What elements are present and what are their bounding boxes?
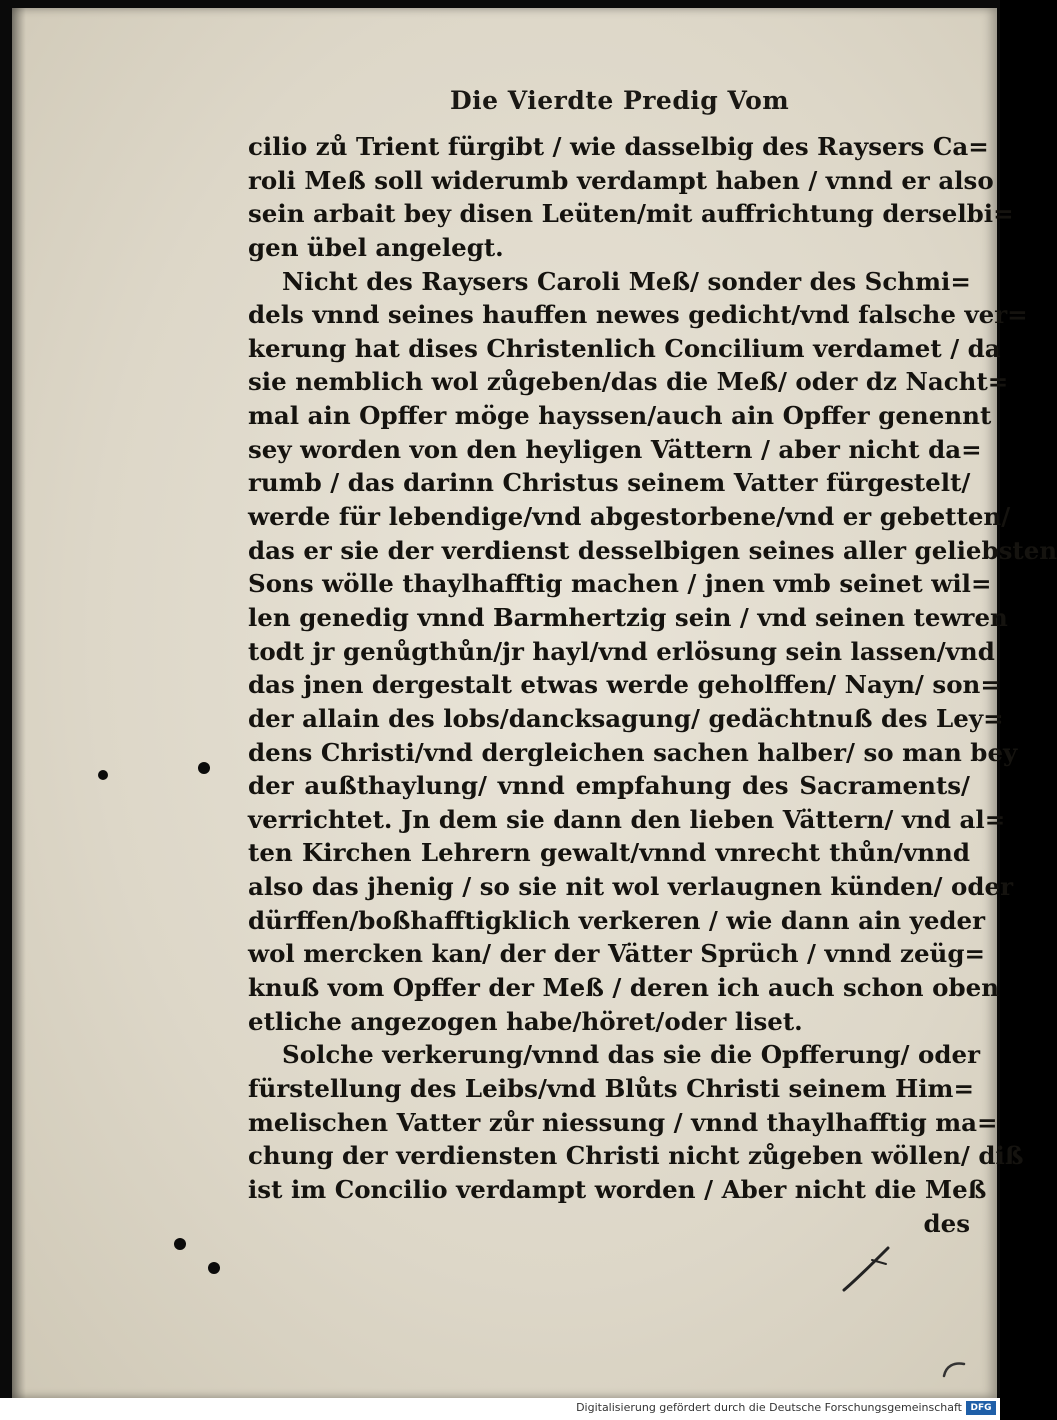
text-line: cilio zů Trient fürgibt / wie dasselbig des Raysers Ca= <box>248 132 989 161</box>
text-line: kerung hat dises Christenlich Concilium verdamet / da <box>248 333 1001 363</box>
text-line: das jnen dergestalt etwas werde geholffen/ Nayn/ son= <box>248 670 1001 700</box>
ink-blot <box>174 1238 186 1250</box>
text-line: todt jr genůgthůn/jr hayl/vnd erlösung sein lassen/vnd <box>248 636 995 666</box>
ink-blot <box>98 770 108 780</box>
text-line: wol mercken kan/ der der Vätter Sprüch / vnnd zeüg= <box>248 939 986 969</box>
text-line: len genedig vnnd Barmhertzig sein / vnd seinen tewren <box>248 602 1008 632</box>
text-line: Solche verkerung/vnnd das sie die Opfferung/ oder <box>282 1040 980 1070</box>
text-line: sey worden von den heyligen Vättern / aber nicht da= <box>248 434 982 464</box>
text-line: roli Meß soll widerumb verdampt haben / vnnd er also <box>248 165 994 195</box>
text-line: ist im Concilio verdampt worden / Aber nicht die Meß <box>248 1174 987 1204</box>
text-line: das er sie der verdienst desselbigen seines aller geliebsten <box>248 535 1057 565</box>
text-line: sie nemblich wol zůgeben/das die Meß/ oder dz Nacht= <box>248 367 1009 397</box>
ink-blot <box>198 762 210 774</box>
text-line: dens Christi/vnd dergleichen sachen halber/ so man bey <box>248 737 1018 767</box>
running-title: Die Vierdte Predig Vom <box>450 86 790 115</box>
text-line: mal ain Opffer möge hayssen/auch ain Opffer genennt <box>248 401 992 431</box>
text-line: chung der verdiensten Christi nicht zůgeben wöllen/ diß <box>248 1141 1024 1171</box>
pen-mark <box>940 1356 970 1380</box>
catchword: des <box>923 1208 970 1238</box>
text-line: etliche angezogen habe/höret/oder liset. <box>248 1006 803 1036</box>
dfg-logo: DFG <box>966 1401 996 1415</box>
text-line: melischen Vatter zůr niessung / vnnd thaylhafftig ma= <box>248 1107 998 1137</box>
footer-bar <box>0 1398 1000 1420</box>
text-line: Nicht des Raysers Caroli Meß/ sonder des Schmi= <box>282 266 971 296</box>
text-line: dels vnnd seines hauffen newes gedicht/vnd falsche ver= <box>248 300 1028 330</box>
text-line: verrichtet. Jn dem sie dann den lieben Vättern/ vnd al= <box>248 804 1006 834</box>
text-line: knuß vom Opffer der Meß / deren ich auch schon oben <box>248 973 1000 1003</box>
text-line: der außthaylung/ vnnd empfahung des Sacraments/ <box>248 771 970 801</box>
text-line: werde für lebendige/vnd abgestorbene/vnd er gebetten/ <box>248 502 1011 532</box>
text-line: also das jhenig / so sie nit wol verlaugnen künden/ oder <box>248 872 1013 902</box>
text-line: ten Kirchen Lehrern gewalt/vnnd vnrecht thůn/vnnd <box>248 838 970 868</box>
text-line: dürffen/boßhafftigklich verkeren / wie dann ain yeder <box>248 905 986 935</box>
ink-blot <box>208 1262 220 1274</box>
text-line: fürstellung des Leibs/vnd Blůts Christi seinem Him= <box>248 1073 974 1103</box>
text-line: der allain des lobs/dancksagung/ gedächtnuß des Ley= <box>248 703 1004 733</box>
page-gutter-shadow <box>12 8 26 1398</box>
body-text <box>248 130 1057 1240</box>
pen-mark <box>838 1238 898 1298</box>
text-line: Sons wölle thaylhafftig machen / jnen vmb seinet wil= <box>248 569 992 599</box>
text-line: rumb / das darinn Christus seinem Vatter fürgestelt/ <box>248 468 971 498</box>
funding-credit: Digitalisierung gefördert durch die Deutsche Forschungsgemeinschaft <box>576 1401 962 1414</box>
text-line: sein arbait bey disen Leüten/mit auffrichtung derselbi= <box>248 199 1014 229</box>
text-line: gen übel angelegt. <box>248 232 504 262</box>
